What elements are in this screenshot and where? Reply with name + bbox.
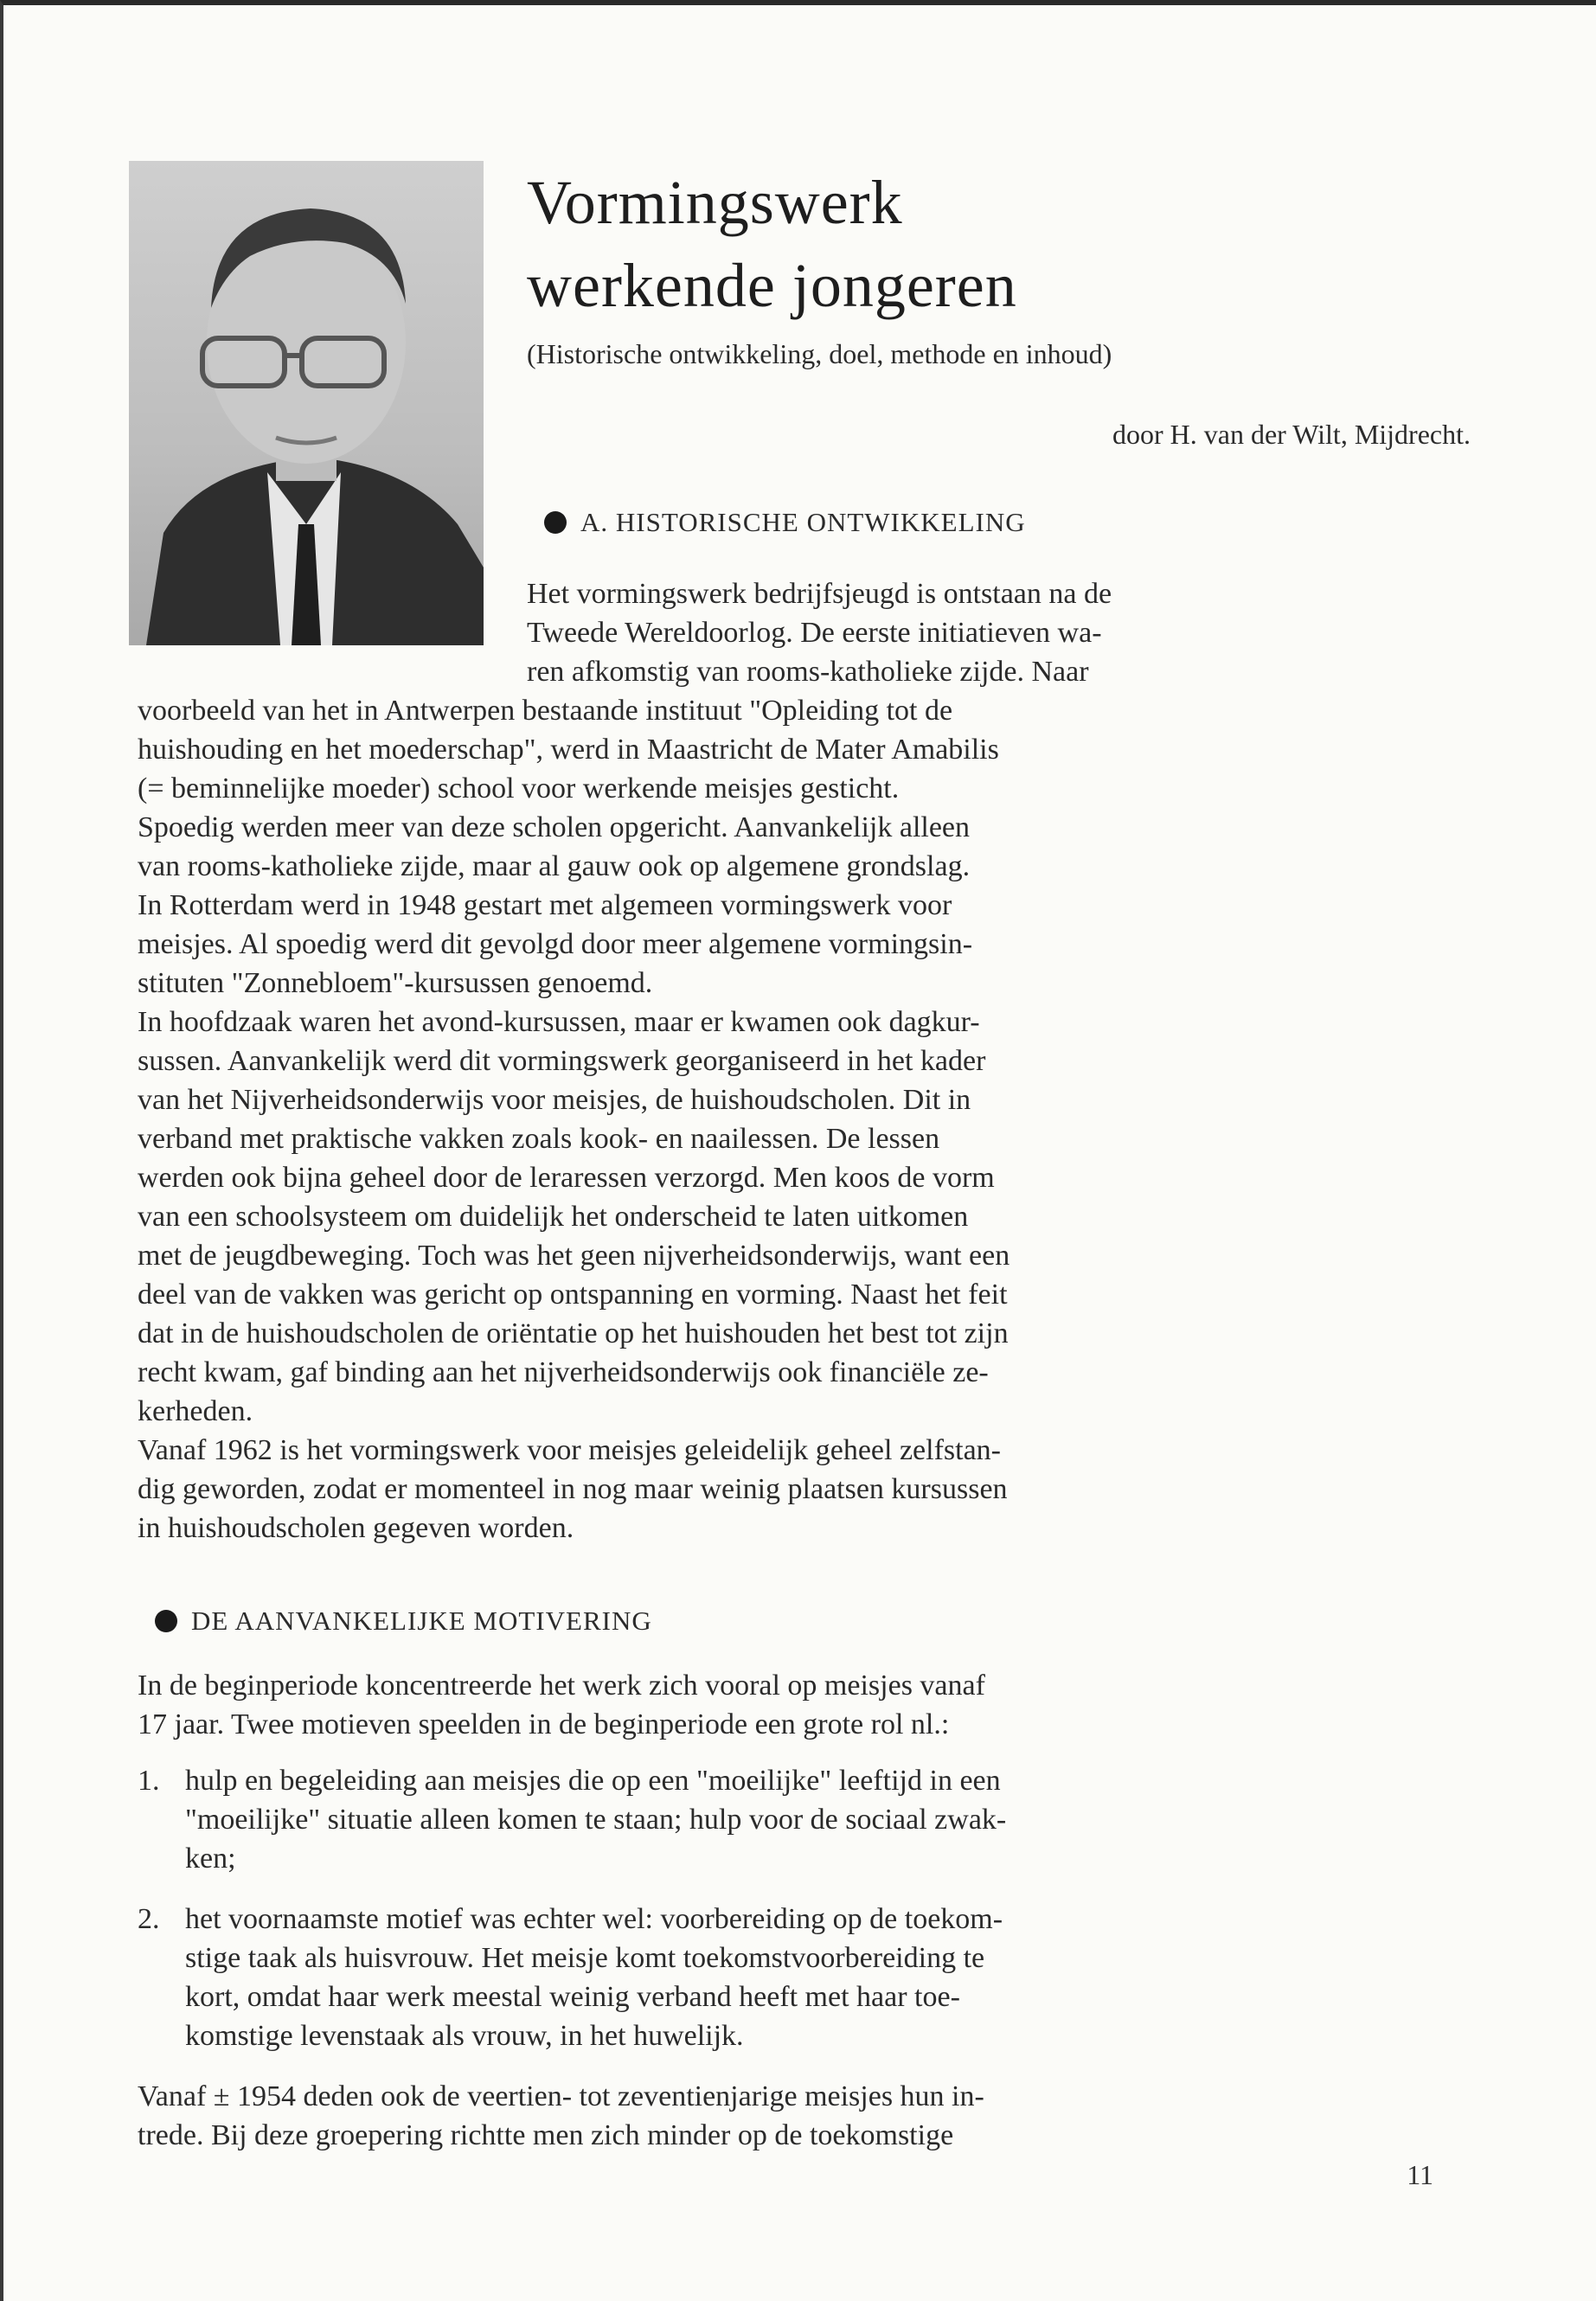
list-item-number: 1.	[138, 1765, 160, 1797]
list-item	[138, 1761, 1452, 1882]
list-item	[138, 1900, 1452, 2060]
author-portrait-photo	[129, 161, 484, 645]
paragraph-history: voorbeeld van het in Antwerpen bestaande instituut "Opleiding tot de huishouding en het moederschap", werd in Maastricht de Mater Amabilis (= beminnelijke moeder) school voor werkende meisjes gesticht. Spoedig werden meer van deze scholen opgericht. Aanvankelijk alleen van rooms-katholieke zijde, maar al gauw ook op algemene grondslag. In Rotterdam werd in 1948 gestart met algemeen vormingswerk voor meisjes. Al spoedig werd dit gevolgd door meer algemene vormingsin- stituten "Zonnebloem"-kursussen genoemd. In hoofdzaak waren het avond-kursussen, maar er kwamen ook dagkur- sussen. Aanvankelijk werd dit vormingswerk georganiseerd in het kader van het Nijverheidsonderwijs voor meisjes, de huishoudscholen. Dit in verband met praktische vakken zoals kook- en naailessen. De lessen werden ook bijna geheel door de leraressen verzorgd. Men koos de vorm van een schoolsysteem om duidelijk het onderscheid te laten uitkomen met de jeugdbeweging. Toch was het geen nijverheidsonderwijs, want een deel van de vakken was gericht op ontspanning en vorming. Naast het feit dat in de huishoudscholen de oriëntatie op het huishouden het best tot zijn recht kwam, gaf binding aan het nijverheidsonderwijs ook financiële ze- kerheden. Vanaf 1962 is het vormingswerk voor meisjes geleidelijk geheel zelfstan- dig geworden, zodat er momenteel in nog maar weinig plaatsen kursussen in huishoudscholen gegeven worden.	[138, 695, 1010, 1544]
article-title-line-1: Vormingswerk	[527, 168, 903, 237]
section-heading-text: DE AANVANKELIJKE MOTIVERING	[191, 1606, 652, 1636]
section-heading-aanvankelijke-motivering	[155, 1606, 652, 1637]
article-subtitle: (Historische ontwikkeling, doel, methode en inhoud)	[527, 338, 1112, 369]
article-title-line-2: werkende jongeren	[527, 251, 1017, 320]
portrait-illustration	[129, 161, 484, 645]
bullet-icon	[544, 511, 567, 534]
page-number: 11	[1407, 2159, 1433, 2190]
paragraph-beside-photo: Het vormingswerk bedrijfsjeugd is ontstaan na de Tweede Wereldoorlog. De eerste initiatieven wa- ren afkomstig van rooms-katholieke zijde. Naar	[527, 578, 1112, 688]
section-heading-historische-ontwikkeling	[544, 507, 1026, 538]
article-title	[527, 161, 1017, 327]
list-item-text: hulp en begeleiding aan meisjes die op een "moeilijke" leeftijd in een "moeilijke" situatie alleen komen te staan; hulp voor de sociaal zwak- ken;	[185, 1765, 1007, 1875]
bullet-icon	[155, 1610, 177, 1632]
list-item-number: 2.	[138, 1903, 160, 1935]
paragraph-closing: Vanaf ± 1954 deden ook de veertien- tot zeventienjarige meisjes hun in- trede. Bij deze groepering richtte men zich minder op de toekomstige	[138, 2080, 984, 2151]
section-heading-text: A. HISTORISCHE ONTWIKKELING	[580, 507, 1026, 537]
list-item-text: het voornaamste motief was echter wel: voorbereiding op de toekom- stige taak als huisvrouw. Het meisje komt toekomstvoorbereiding te kort, omdat haar werk meestal weinig verband heeft met haar toe- komstige levenstaak als vrouw, in het huwelijk.	[185, 1903, 1003, 2052]
paragraph-motivering-intro: In de beginperiode koncentreerde het werk zich vooral op meisjes vanaf 17 jaar. Twee motieven speelden in de beginperiode een grote rol nl.:	[138, 1670, 985, 1740]
author-byline: door H. van der Wilt, Mijdrecht.	[1112, 419, 1471, 450]
